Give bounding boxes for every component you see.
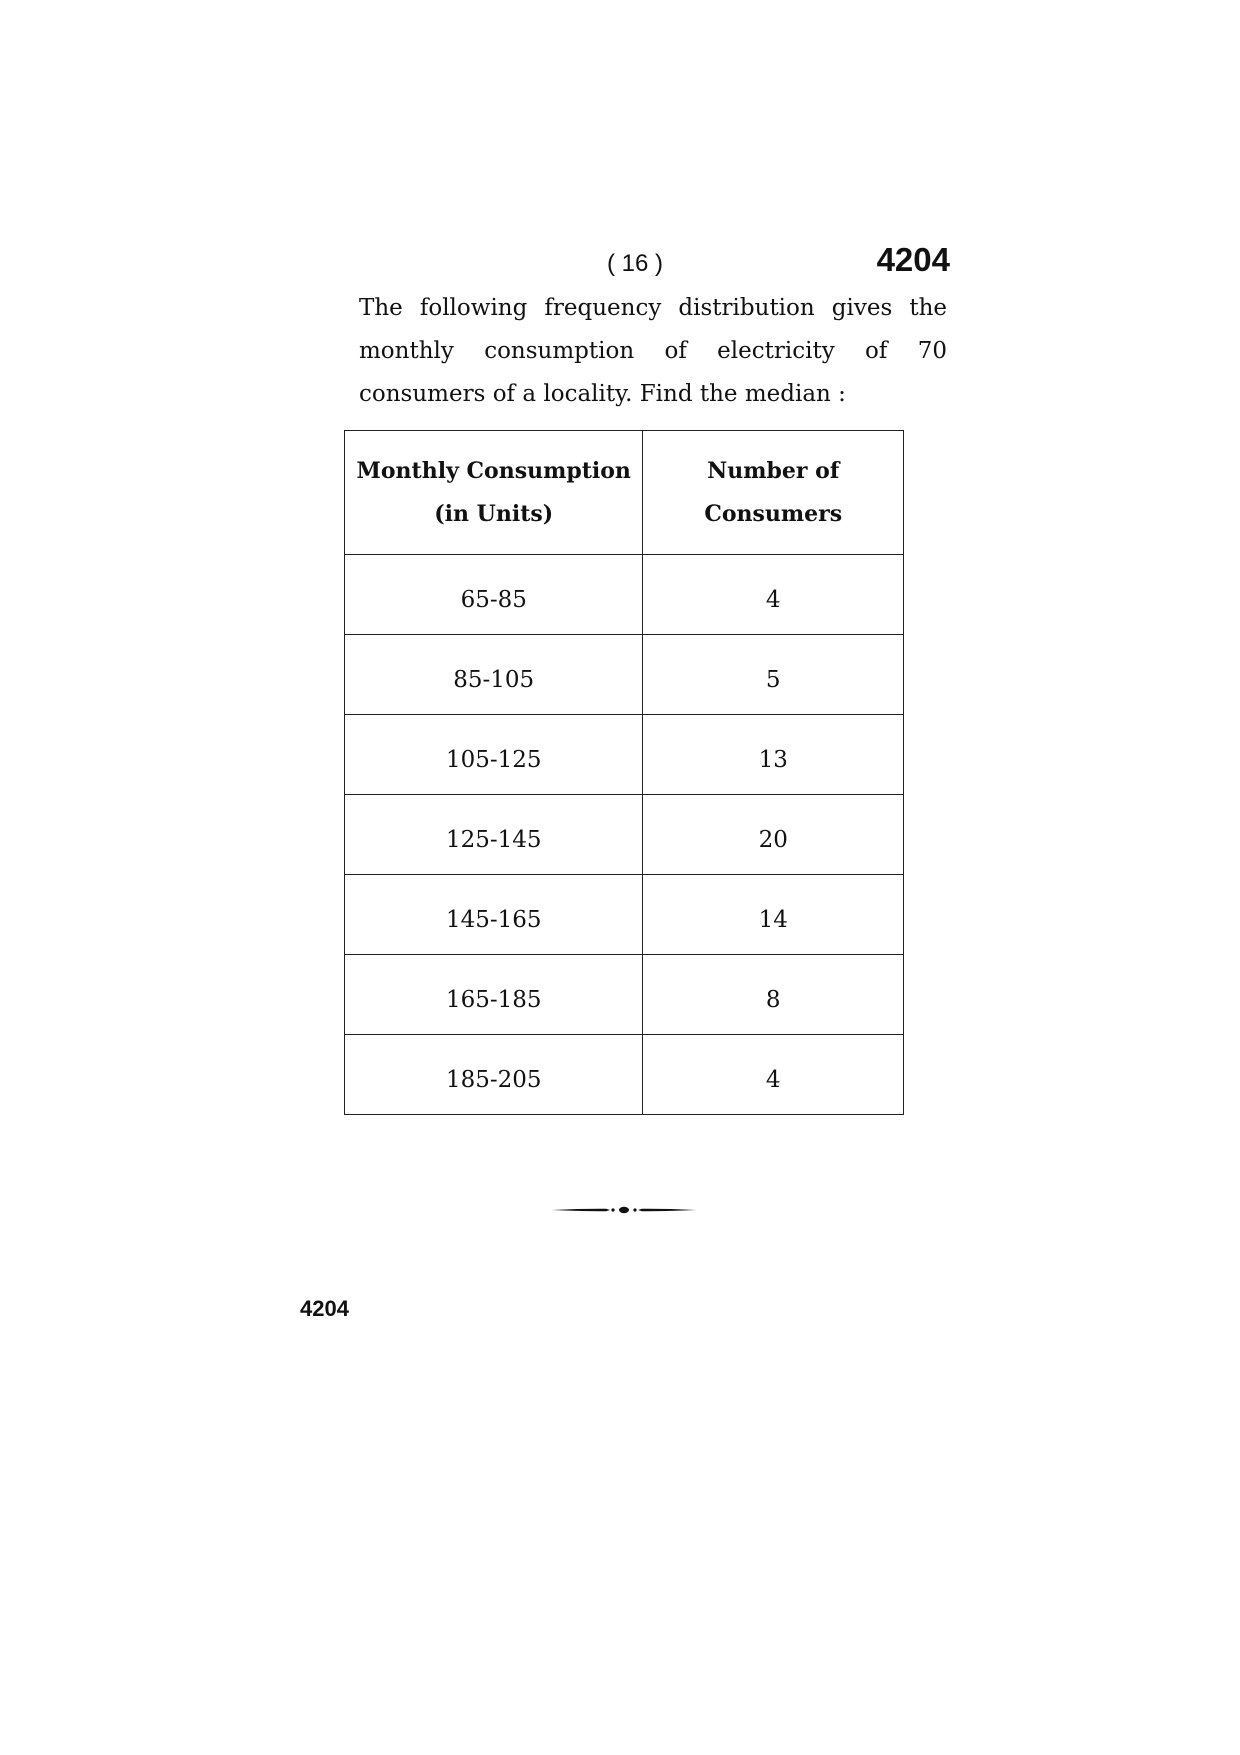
cell-count: 13 bbox=[643, 715, 904, 795]
cell-range: 65-85 bbox=[345, 555, 643, 635]
frequency-table bbox=[344, 430, 904, 1115]
table-row bbox=[345, 635, 904, 715]
cell-range: 185-205 bbox=[345, 1035, 643, 1115]
header-col2-line1: Number of bbox=[707, 457, 840, 484]
cell-range: 145-165 bbox=[345, 875, 643, 955]
cell-count: 5 bbox=[643, 635, 904, 715]
header-col1-line1: Monthly Consumption bbox=[356, 457, 631, 484]
header-number-of-consumers bbox=[643, 431, 904, 555]
cell-range: 125-145 bbox=[345, 795, 643, 875]
cell-count: 20 bbox=[643, 795, 904, 875]
cell-range: 85-105 bbox=[345, 635, 643, 715]
table-header-row bbox=[345, 431, 904, 555]
header-monthly-consumption bbox=[345, 431, 643, 555]
table-row bbox=[345, 555, 904, 635]
header-col2-line2: Consumers bbox=[704, 500, 843, 527]
cell-range: 105-125 bbox=[345, 715, 643, 795]
page-number: ( 16 ) bbox=[606, 250, 663, 277]
question-text: The following frequency distribution gives the monthly consumption of electricity of 70 consumers of a locality. Find the median : bbox=[359, 295, 947, 407]
paper-code-header: 4204 bbox=[876, 241, 950, 278]
paper-code-footer: 4204 bbox=[300, 1296, 349, 1321]
table-row bbox=[345, 795, 904, 875]
table-row bbox=[345, 955, 904, 1035]
cell-count: 4 bbox=[643, 555, 904, 635]
table-row bbox=[345, 1035, 904, 1115]
cell-count: 14 bbox=[643, 875, 904, 955]
cell-count: 4 bbox=[643, 1035, 904, 1115]
cell-count: 8 bbox=[643, 955, 904, 1035]
header-col1-line2: (in Units) bbox=[434, 500, 554, 527]
end-ornament-icon bbox=[552, 1200, 696, 1220]
cell-range: 165-185 bbox=[345, 955, 643, 1035]
table-row bbox=[345, 715, 904, 795]
table-row bbox=[345, 875, 904, 955]
